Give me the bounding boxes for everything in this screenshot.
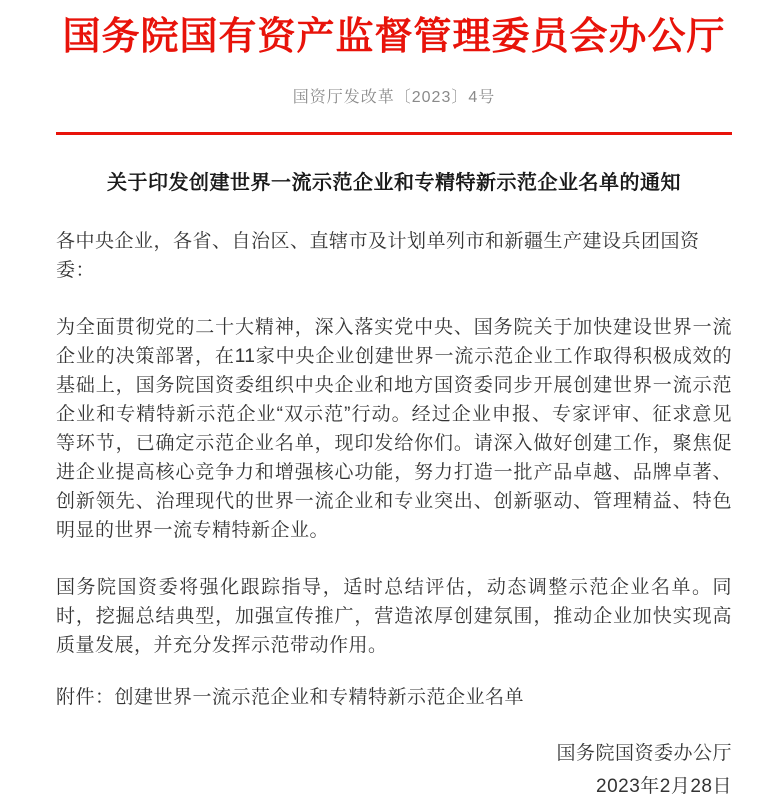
salutation-line: 各中央企业，各省、自治区、直辖市及计划单列市和新疆生产建设兵团国资委： (56, 230, 700, 281)
notice-title: 关于印发创建世界一流示范企业和专精特新示范企业名单的通知 (107, 171, 681, 194)
attachment-line: 附件：创建世界一流示范企业和专精特新示范企业名单 (56, 686, 525, 708)
red-divider-rule (56, 132, 732, 135)
signature-issuer: 国务院国资委办公厅 (556, 742, 732, 764)
body-paragraph-1: 为全面贯彻党的二十大精神，深入落实党中央、国务院关于加快建设世界一流企业的决策部署，在11家中央企业创建世界一流示范企业工作取得积极成效的基础上，国务院国资委组织中央企业和地方国资委同步开展创建世界一流示范企业和专精特新示范企业“双示范”行动。经过企业申报、专家评审、征求意见等环节，已确定示范企业名单，现印发给你们。请深入做好创建工作，聚焦促进企业提高核心竞争力和增强核心功能，努力打造一批产品卓越、品牌卓著、创新领先、治理现代的世界一流企业和专业突出、创新驱动、管理精益、特色明显的世界一流专精特新企业。 (56, 316, 732, 541)
body-paragraph-2: 国务院国资委将强化跟踪指导，适时总结评估，动态调整示范企业名单。同时，挖掘总结典型，加强宣传推广，营造浓厚创建氛围，推动企业加快实现高质量发展，并充分发挥示范带动作用。 (56, 576, 732, 656)
signature-date: 2023年2月28日 (596, 775, 732, 797)
document-number: 国资厅发改革〔2023〕4号 (292, 88, 496, 106)
signature-block (56, 739, 732, 801)
issuer-title: 国务院国有资产监督管理委员会办公厅 (62, 16, 726, 58)
